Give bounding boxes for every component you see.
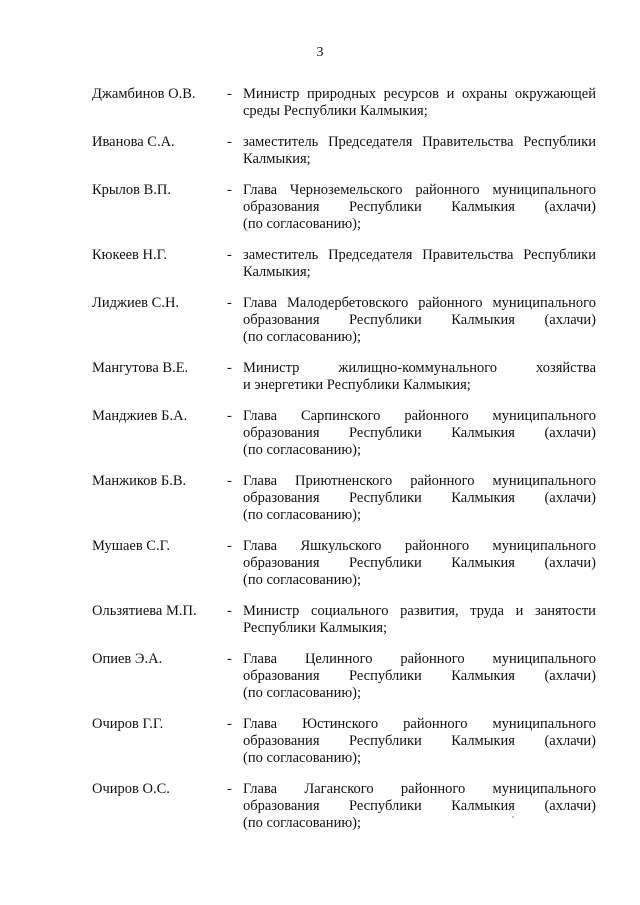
position-line xyxy=(243,134,596,151)
position-word: образования xyxy=(243,555,320,571)
dash-separator: - xyxy=(227,86,232,102)
member-name: Мангутова В.Е. xyxy=(92,360,189,376)
position-word: образования xyxy=(243,425,320,441)
position-word: окружающей xyxy=(514,86,596,102)
position-word: образования xyxy=(243,490,320,506)
position-line xyxy=(243,603,596,620)
dash-separator: - xyxy=(227,651,232,667)
position-word: Правительства xyxy=(422,134,514,150)
member-name: Крылов В.П. xyxy=(92,182,172,198)
member-position xyxy=(243,360,596,394)
position-line xyxy=(243,329,596,346)
position-word: (ахлачи) xyxy=(544,733,596,749)
position-word: районного xyxy=(400,651,465,667)
position-word: Калмыкия xyxy=(451,733,515,749)
position-line xyxy=(243,442,596,459)
position-line xyxy=(243,425,596,442)
position-line xyxy=(243,490,596,507)
member-name: Мушаев С.Г. xyxy=(92,538,170,554)
position-word: охраны xyxy=(461,86,508,102)
position-word: Калмыкия xyxy=(451,199,515,215)
position-word: (по согласованию); xyxy=(243,507,362,523)
position-word: Калмыкия xyxy=(451,490,515,506)
position-word: Калмыкия; xyxy=(243,264,311,280)
position-word: образования xyxy=(243,798,320,814)
position-line xyxy=(243,264,596,281)
member-position xyxy=(243,651,596,702)
list-item xyxy=(0,86,640,120)
position-word: муниципального xyxy=(492,295,596,311)
position-word: муниципального xyxy=(492,538,596,554)
list-item xyxy=(0,603,640,637)
dash-separator: - xyxy=(227,716,232,732)
position-line xyxy=(243,750,596,767)
position-word: Республики xyxy=(349,425,422,441)
position-word: Глава xyxy=(243,716,278,732)
dash-separator: - xyxy=(227,781,232,797)
position-line xyxy=(243,103,596,120)
position-word: заместитель xyxy=(243,247,319,263)
position-word: образования xyxy=(243,733,320,749)
list-item xyxy=(0,716,640,767)
position-word: Председателя xyxy=(328,134,413,150)
position-line xyxy=(243,538,596,555)
position-word: хозяйства xyxy=(536,360,596,376)
position-line xyxy=(243,555,596,572)
position-word: Министр xyxy=(243,360,300,376)
member-position xyxy=(243,538,596,589)
position-word: Республики xyxy=(349,555,422,571)
position-word: Министр xyxy=(243,603,300,619)
position-word: ресурсов xyxy=(383,86,439,102)
position-word: образования xyxy=(243,668,320,684)
member-name: Очиров Г.Г. xyxy=(92,716,164,732)
position-line xyxy=(243,247,596,264)
position-word: природных xyxy=(307,86,376,102)
position-line xyxy=(243,798,596,815)
position-line xyxy=(243,199,596,216)
member-position xyxy=(243,716,596,767)
position-line xyxy=(243,473,596,490)
position-word: труда xyxy=(470,603,504,619)
position-word: и энергетики Республики Калмыкия; xyxy=(243,377,471,393)
position-word: среды Республики Калмыкия; xyxy=(243,103,428,119)
position-word: заместитель xyxy=(243,134,319,150)
scan-speck xyxy=(512,816,514,818)
position-word: занятости xyxy=(535,603,596,619)
member-name: Джамбинов О.В. xyxy=(92,86,196,102)
member-position xyxy=(243,182,596,233)
dash-separator: - xyxy=(227,473,232,489)
position-line xyxy=(243,295,596,312)
member-position xyxy=(243,247,596,281)
position-word: Республики xyxy=(349,668,422,684)
position-word: Калмыкия xyxy=(451,798,515,814)
position-word: (по согласованию); xyxy=(243,750,362,766)
position-word: образования xyxy=(243,312,320,328)
position-word: Министр xyxy=(243,86,300,102)
position-line xyxy=(243,781,596,798)
position-word: муниципального xyxy=(492,408,596,424)
member-list xyxy=(0,86,640,832)
dash-separator: - xyxy=(227,538,232,554)
position-word: (ахлачи) xyxy=(544,425,596,441)
position-line xyxy=(243,312,596,329)
member-name: Манджиев Б.А. xyxy=(92,408,188,424)
position-word: Калмыкия xyxy=(451,555,515,571)
position-word: Глава xyxy=(243,473,278,489)
position-word: Приютненского xyxy=(295,473,393,489)
dash-separator: - xyxy=(227,295,232,311)
member-position xyxy=(243,295,596,346)
position-word: Юстинского xyxy=(302,716,379,732)
list-item xyxy=(0,408,640,459)
position-word: Глава xyxy=(243,182,278,198)
position-word: (ахлачи) xyxy=(544,555,596,571)
position-word: Глава xyxy=(243,408,278,424)
position-line xyxy=(243,733,596,750)
position-line xyxy=(243,685,596,702)
position-word: муниципального xyxy=(492,473,596,489)
position-word: и xyxy=(515,603,524,619)
position-line xyxy=(243,216,596,233)
position-word: Сарпинского xyxy=(300,408,381,424)
member-name: Лиджиев С.Н. xyxy=(92,295,180,311)
position-word: районного xyxy=(404,408,469,424)
position-line xyxy=(243,651,596,668)
position-word: Глава xyxy=(243,781,278,797)
position-line xyxy=(243,716,596,733)
position-word: Яшкульского xyxy=(300,538,382,554)
member-name: Опиев Э.А. xyxy=(92,651,163,667)
member-position xyxy=(243,86,596,120)
list-item xyxy=(0,473,640,524)
member-name: Кюкеев Н.Г. xyxy=(92,247,167,263)
position-word: (по согласованию); xyxy=(243,216,362,232)
position-word: районного xyxy=(410,473,475,489)
position-word: образования xyxy=(243,199,320,215)
dash-separator: - xyxy=(227,182,232,198)
list-item xyxy=(0,781,640,832)
position-word: Республики xyxy=(349,490,422,506)
position-line xyxy=(243,815,596,832)
position-word: развития, xyxy=(400,603,459,619)
member-position xyxy=(243,473,596,524)
position-word: районного xyxy=(415,182,480,198)
position-line xyxy=(243,86,596,103)
position-line xyxy=(243,668,596,685)
position-word: муниципального xyxy=(492,651,596,667)
position-word: Калмыкия xyxy=(451,425,515,441)
position-word: (ахлачи) xyxy=(544,668,596,684)
position-line xyxy=(243,572,596,589)
member-name: Ользятиева М.П. xyxy=(92,603,197,619)
position-word: социального xyxy=(311,603,389,619)
position-line xyxy=(243,182,596,199)
position-word: жилищно-коммунального xyxy=(338,360,498,376)
position-word: районного xyxy=(404,538,470,554)
position-word: (ахлачи) xyxy=(544,199,596,215)
position-word: Республики xyxy=(349,733,422,749)
position-word: Республики xyxy=(349,199,422,215)
dash-separator: - xyxy=(227,603,232,619)
position-word: Республики xyxy=(523,247,596,263)
position-word: (по согласованию); xyxy=(243,442,362,458)
position-word: (по согласованию); xyxy=(243,329,362,345)
position-word: Республики xyxy=(523,134,596,150)
position-word: муниципального xyxy=(492,781,596,797)
position-word: Глава xyxy=(243,538,278,554)
position-word: районного xyxy=(400,781,466,797)
position-word: Калмыкия xyxy=(451,668,515,684)
member-position xyxy=(243,408,596,459)
position-word: Лаганского xyxy=(304,781,374,797)
position-word: (по согласованию); xyxy=(243,815,362,831)
dash-separator: - xyxy=(227,134,232,150)
position-line xyxy=(243,151,596,168)
position-word: районного xyxy=(403,716,468,732)
list-item xyxy=(0,182,640,233)
position-word: Калмыкия xyxy=(451,312,515,328)
position-word: Республики Калмыкия; xyxy=(243,620,388,636)
position-line xyxy=(243,507,596,524)
position-word: Целинного xyxy=(304,651,373,667)
list-item xyxy=(0,538,640,589)
position-word: Председателя xyxy=(328,247,413,263)
list-item xyxy=(0,134,640,168)
position-word: муниципального xyxy=(492,182,596,198)
position-word: Республики xyxy=(349,798,422,814)
list-item xyxy=(0,295,640,346)
page-number: 3 xyxy=(316,45,324,60)
position-word: (ахлачи) xyxy=(544,490,596,506)
member-name: Манжиков Б.В. xyxy=(92,473,187,489)
position-line xyxy=(243,377,596,394)
position-line xyxy=(243,620,596,637)
dash-separator: - xyxy=(227,408,232,424)
position-word: (по согласованию); xyxy=(243,685,362,701)
member-name: Очиров О.С. xyxy=(92,781,170,797)
position-word: (ахлачи) xyxy=(544,312,596,328)
list-item xyxy=(0,651,640,702)
member-position xyxy=(243,134,596,168)
position-word: районного xyxy=(418,295,483,311)
position-word: муниципального xyxy=(492,716,596,732)
position-word: Республики xyxy=(349,312,422,328)
member-name: Иванова С.А. xyxy=(92,134,175,150)
position-line xyxy=(243,408,596,425)
position-word: Глава xyxy=(243,295,278,311)
position-word: (по согласованию); xyxy=(243,572,362,588)
position-word: и xyxy=(446,86,455,102)
position-word: Правительства xyxy=(422,247,514,263)
dash-separator: - xyxy=(227,360,232,376)
position-word: (ахлачи) xyxy=(544,798,596,814)
dash-separator: - xyxy=(227,247,232,263)
list-item xyxy=(0,360,640,394)
position-word: Калмыкия; xyxy=(243,151,311,167)
member-position xyxy=(243,603,596,637)
position-line xyxy=(243,360,596,377)
member-position xyxy=(243,781,596,832)
position-word: Малодербетовского xyxy=(287,295,409,311)
position-word: Черноземельского xyxy=(289,182,403,198)
position-word: Глава xyxy=(243,651,278,667)
list-item xyxy=(0,247,640,281)
